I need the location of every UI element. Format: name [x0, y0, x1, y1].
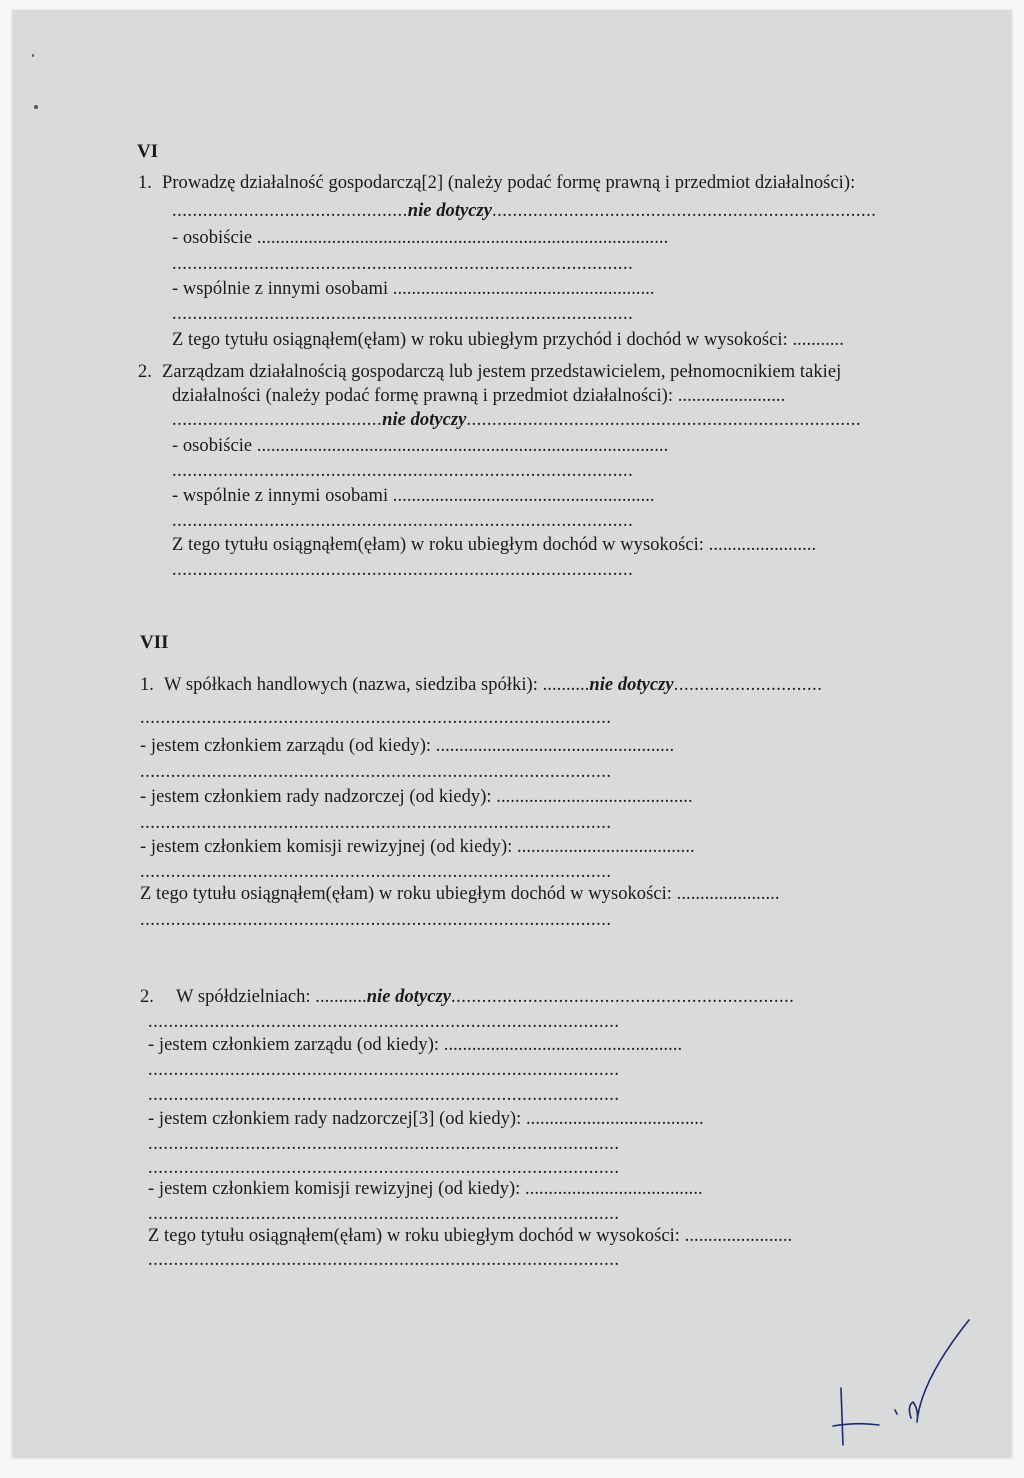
vii-item1-supervisory: - jestem członkiem rady nadzorczej (od kiedy): .......................................... — [140, 787, 693, 807]
vii-item1-heading — [140, 674, 822, 696]
scan-speck — [32, 54, 34, 57]
section-vii-title: VII — [140, 632, 169, 653]
vi-item2-blank3: .......................................................................................... — [172, 560, 634, 580]
vii-item1-blank0: ............................................................................................ — [140, 708, 612, 728]
vii-item1-text: W spółkach handlowych (nazwa, siedziba spółki): .......... — [164, 675, 590, 695]
vii-item1-number: 1. — [140, 675, 154, 695]
handwritten-signature-icon — [827, 1310, 977, 1450]
vi-item1-blank2: .......................................................................................... — [172, 304, 634, 324]
vii-item2-audit: - jestem członkiem komisji rewizyjnej (od kiedy): ...................................... — [148, 1179, 703, 1199]
vi-item1-text: Prowadzę działalność gospodarczą[2] (należy podać formę prawną i przedmiot działalności): — [162, 173, 856, 193]
vii-item2-blank2b: ............................................................................................ — [148, 1158, 620, 1178]
vi-item1-jointly: - wspólnie z innymi osobami ........................................................ — [172, 279, 655, 299]
vii-item2-number: 2. — [140, 987, 154, 1007]
vii-item1-blank1: ............................................................................................ — [140, 762, 612, 782]
vii-item2-blank0: ............................................................................................ — [148, 1012, 620, 1032]
vii-item1-answer: nie dotyczy — [589, 675, 674, 695]
vii-item1-blank4: ............................................................................................ — [140, 910, 612, 930]
vii-item2-income: Z tego tytułu osiągnąłem(ęłam) w roku ubiegłym dochód w wysokości: ....................... — [148, 1226, 793, 1246]
vi-item1-answer: nie dotyczy — [407, 201, 493, 221]
vii-item2-supervisory: - jestem członkiem rady nadzorczej[3] (od kiedy): ...................................... — [148, 1109, 704, 1129]
dotted-fill: ............................. — [673, 675, 823, 695]
vi-item1-blank1: .......................................................................................... — [172, 254, 634, 274]
dotted-fill: ................................................................... — [451, 987, 795, 1007]
vi-item2-income: Z tego tytułu osiągnąłem(ęłam) w roku ubiegłym dochód w wysokości: ....................... — [172, 535, 817, 555]
vi-item2-text-line1: Zarządzam działalnością gospodarczą lub jestem przedstawicielem, pełnomocnikiem takiej — [162, 362, 842, 382]
vi-item1-number: 1. — [138, 173, 152, 193]
vii-item2-text: W spółdzielniach: ........... — [176, 987, 367, 1007]
vi-item2-text-line2: działalności (należy podać formę prawną i przedmiot działalności): ....................... — [172, 386, 786, 406]
vii-item2-blank3: ............................................................................................ — [148, 1204, 620, 1224]
section-vi-title: VI — [137, 141, 159, 162]
dotted-fill: .............................................. — [172, 201, 408, 221]
vii-item2-blank1b: ............................................................................................ — [148, 1085, 620, 1105]
vi-item2-blank2: .......................................................................................... — [172, 511, 634, 531]
vi-item2-personally: - osobiście ........................................................................................ — [172, 436, 669, 456]
vii-item2-blank4: ............................................................................................ — [148, 1250, 620, 1270]
vi-item1-heading — [138, 172, 855, 194]
vii-item2-answer: nie dotyczy — [366, 987, 451, 1007]
vii-item1-board: - jestem członkiem zarządu (od kiedy): ................................................... — [140, 736, 675, 756]
vii-item2-blank2: ............................................................................................ — [148, 1134, 620, 1154]
scan-speck — [34, 105, 38, 109]
vi-item1-answer-line — [172, 200, 876, 222]
vii-item2-board: - jestem członkiem zarządu (od kiedy): ................................................... — [148, 1035, 683, 1055]
document-page — [12, 10, 1012, 1458]
vi-item2-jointly: - wspólnie z innymi osobami ........................................................ — [172, 486, 655, 506]
vii-item2-heading — [140, 986, 794, 1008]
vi-item2-blank1: .......................................................................................... — [172, 461, 634, 481]
vi-item2-answer-line — [172, 409, 861, 431]
dotted-fill: ........................................................................... — [492, 201, 877, 221]
vi-item2-heading — [138, 361, 841, 383]
vii-item2-blank1: ............................................................................................ — [148, 1060, 620, 1080]
vii-item1-audit: - jestem członkiem komisji rewizyjnej (od kiedy): ...................................... — [140, 837, 695, 857]
vi-item2-answer: nie dotyczy — [382, 410, 467, 430]
vi-item1-personally: - osobiście ........................................................................................ — [172, 228, 669, 248]
vii-item1-income: Z tego tytułu osiągnąłem(ęłam) w roku ubiegłym dochód w wysokości: ...................... — [140, 884, 780, 904]
vii-item1-blank2: ............................................................................................ — [140, 813, 612, 833]
vi-item1-income: Z tego tytułu osiągnąłem(ęłam) w roku ubiegłym przychód i dochód w wysokości: ........... — [172, 330, 844, 350]
vii-item1-blank3: ............................................................................................ — [140, 862, 612, 882]
dotted-fill: ............................................................................. — [466, 410, 862, 430]
dotted-fill: ......................................... — [172, 410, 383, 430]
vi-item2-number: 2. — [138, 362, 152, 382]
